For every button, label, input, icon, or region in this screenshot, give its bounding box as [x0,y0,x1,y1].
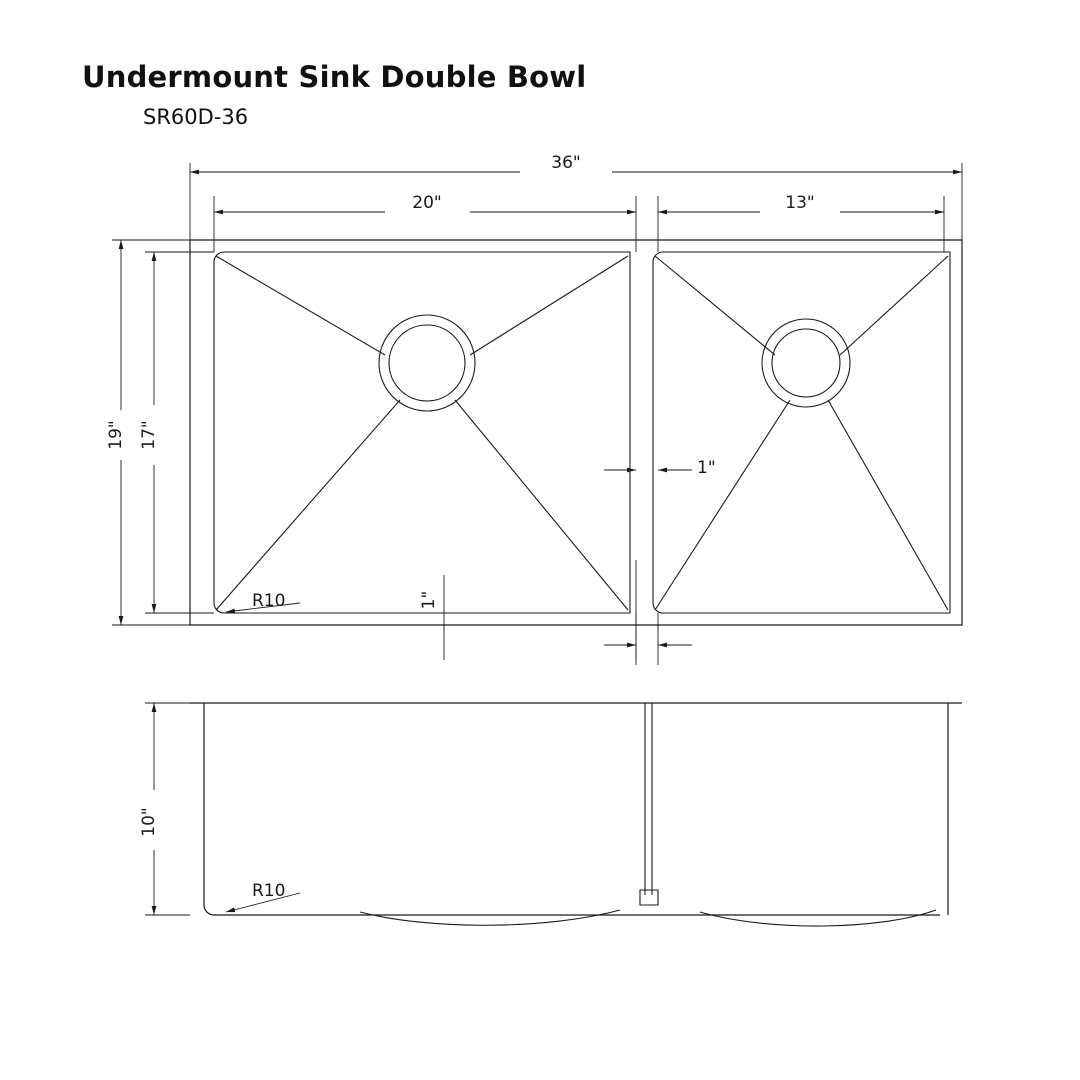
top-view-group [112,163,962,665]
front-view-divider [640,703,658,905]
page-title: Undermount Sink Double Bowl [82,60,587,94]
right-bowl [653,252,950,613]
dim-corner-radius-front-view: R10 [252,881,286,901]
left-bowl [214,252,630,613]
dim-right-bowl-width: 13" [785,193,815,213]
extension-lines-top-view [112,163,962,665]
dim-overall-depth: 19" [106,420,126,450]
dim-overall-width: 36" [551,153,581,173]
model-number: SR60D-36 [143,105,249,129]
dimension-lines-top-view [121,172,962,660]
dim-divider-top: 1" [697,458,716,478]
front-view-outline [190,703,962,915]
dim-divider-bottom: 1" [419,590,439,610]
dim-bowl-depth: 17" [139,420,159,450]
dim-bowl-height: 10" [139,807,159,837]
dim-left-bowl-width: 20" [412,193,442,213]
dim-corner-radius-top-view: R10 [252,591,286,611]
front-view-bowl-bottoms [360,910,936,926]
